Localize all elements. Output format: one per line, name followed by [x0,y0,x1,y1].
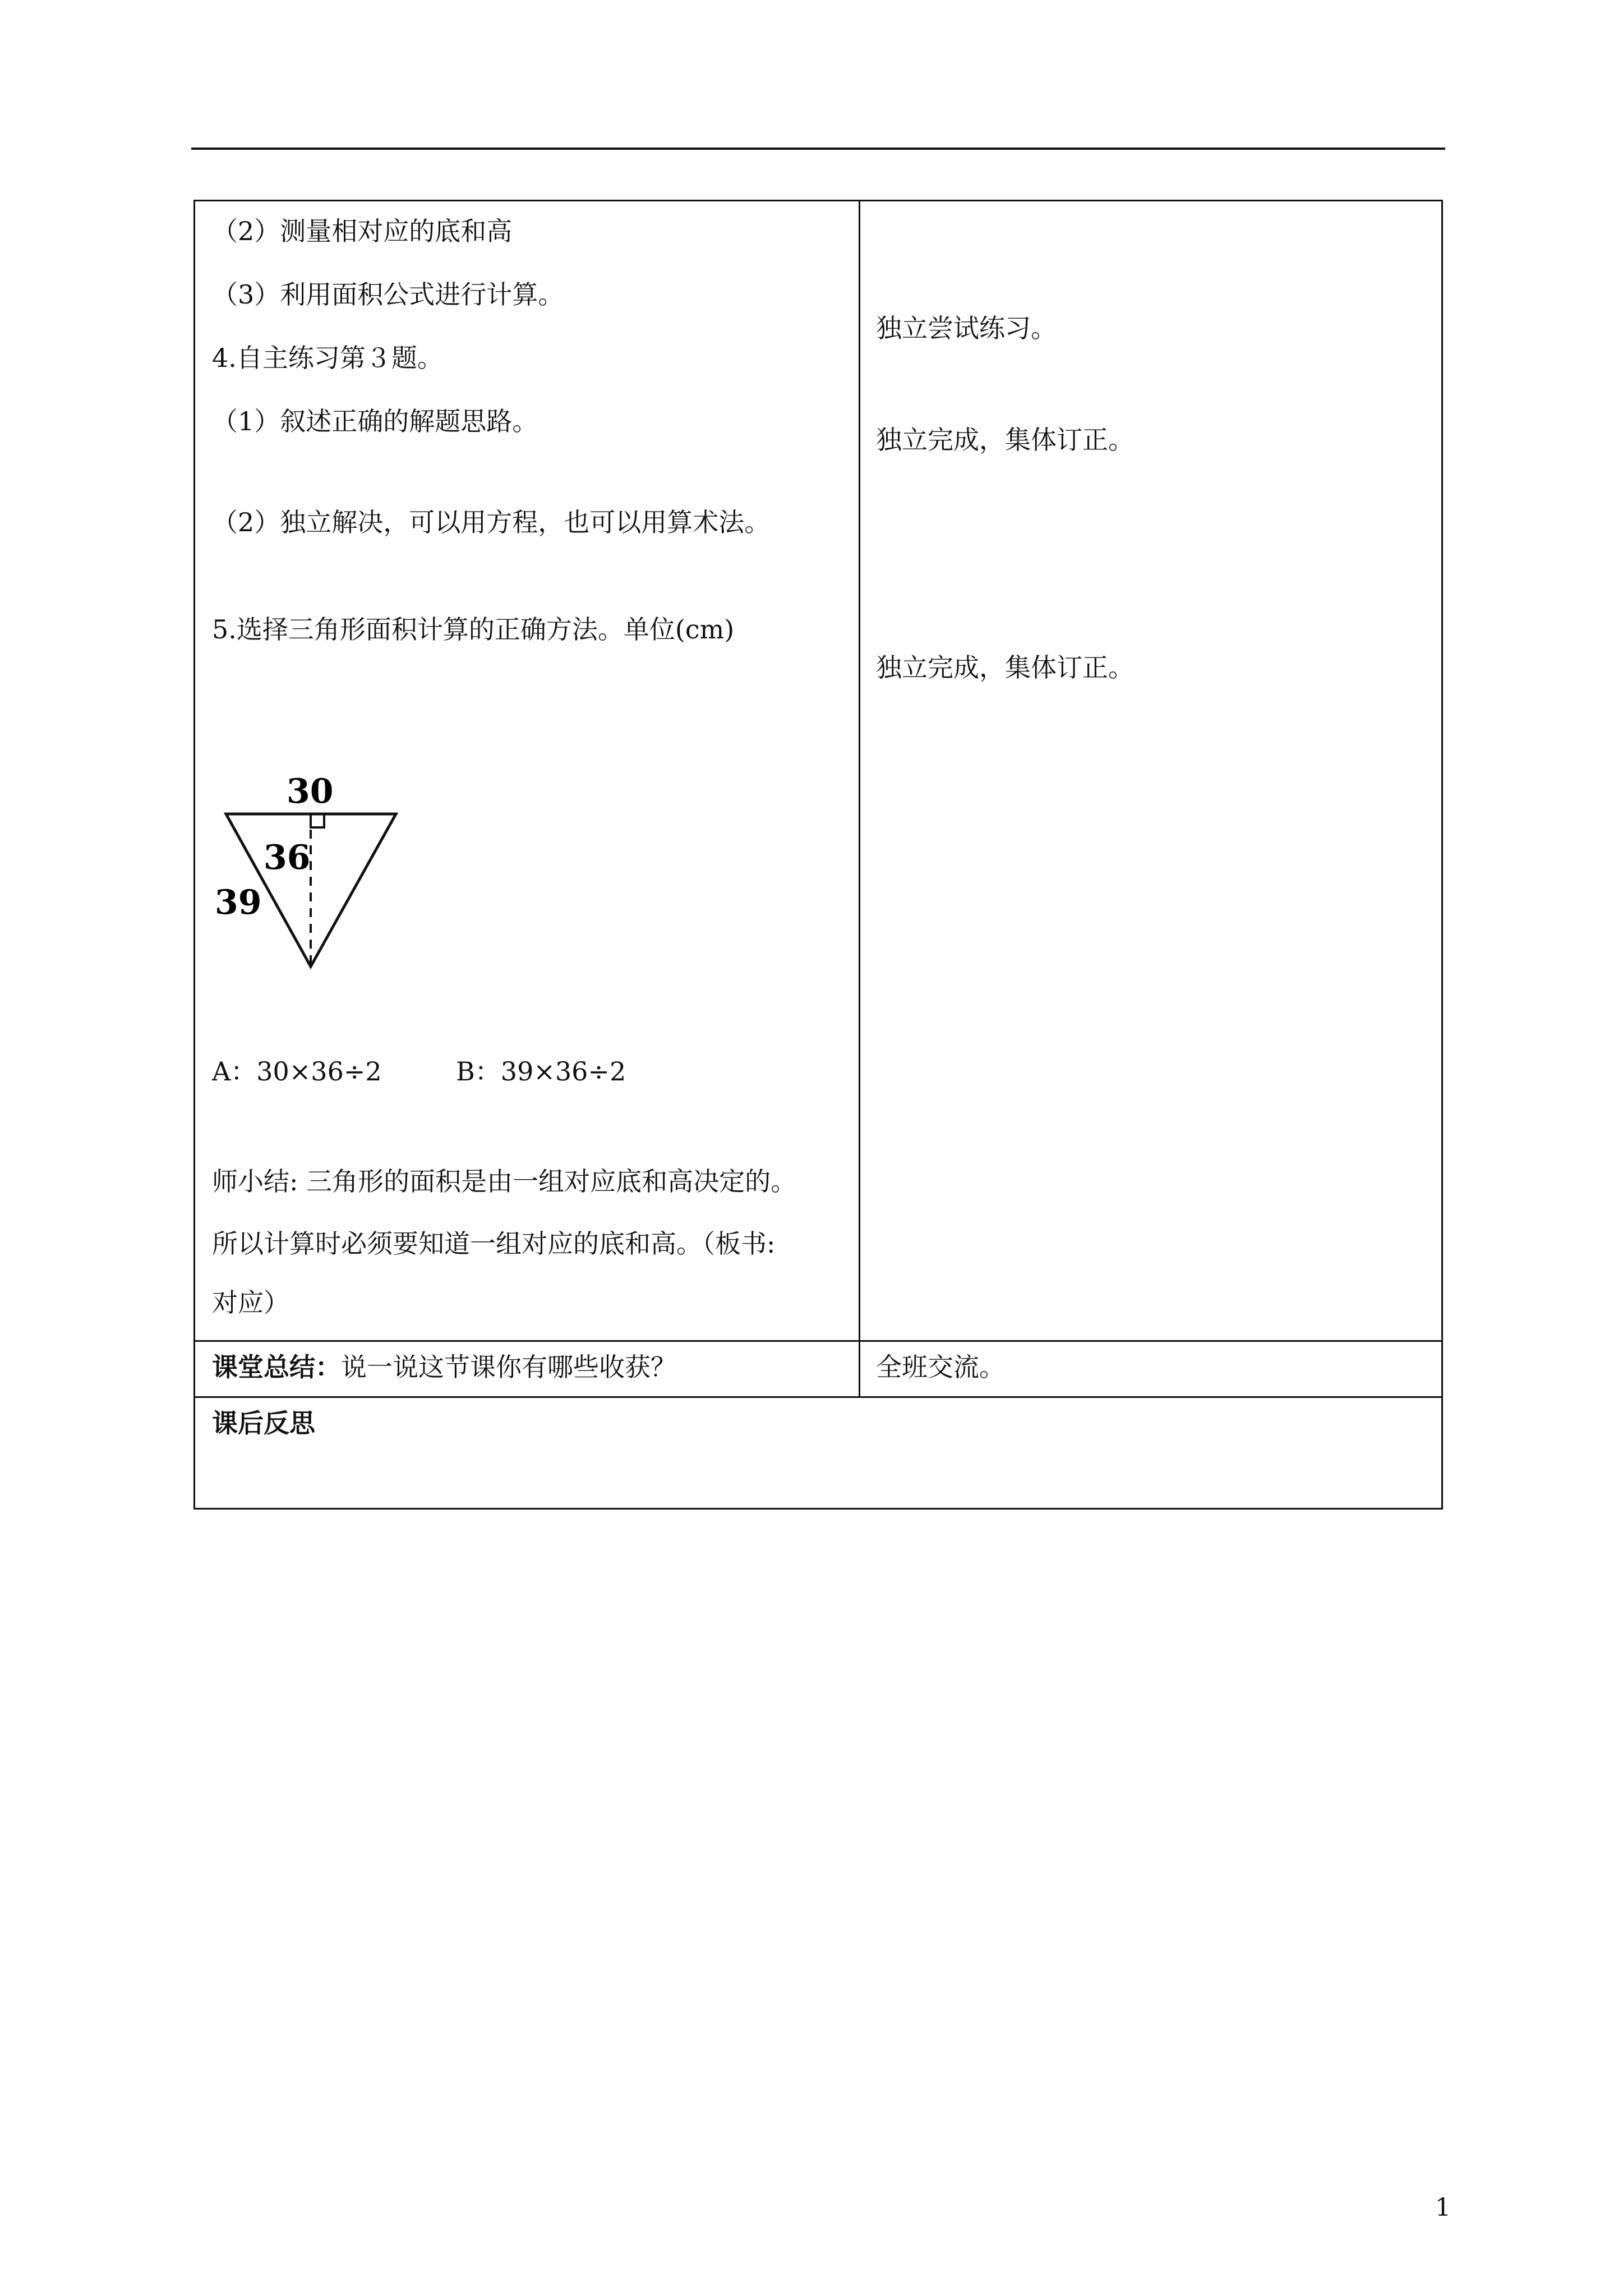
class-summary-activity-cell [860,1341,1442,1397]
teacher-summary-line-2: 所以计算时必须要知道一组对应的底和高。（板书: [212,1228,776,1259]
base-label: 30 [287,772,334,811]
exercise-3-text: 4.自主练习第３题。 [212,343,443,373]
option-a-text: A：30×36÷2 [212,1056,382,1087]
teacher-activity-cell [195,201,860,1341]
class-summary-row [195,1341,1442,1397]
right-angle-mark [311,814,324,827]
student-activity-cell [860,201,1442,1341]
side-label: 39 [215,883,262,922]
option-b-text: B：39×36÷2 [456,1056,626,1087]
lesson-plan-table [193,200,1443,1510]
exercise-5-text: 5.选择三角形面积计算的正确方法。单位(cm) [212,614,735,645]
reflection-cell [195,1397,1442,1509]
reflection-label: 课后反思 [212,1408,315,1438]
class-summary-question: 说一说这节课你有哪些收获？ [341,1352,676,1382]
teacher-summary-line-1: 师小结: 三角形的面积是由一组对应底和高决定的。 [212,1166,797,1197]
triangle-figure [212,734,414,981]
teacher-summary-line-3: 对应） [212,1287,289,1318]
class-summary-label: 课堂总结： [212,1352,341,1382]
exercise-3-step-1-text: （1）叙述正确的解题思路。 [212,406,538,436]
reflection-row [195,1397,1442,1509]
step-measure-text: （2）测量相对应的底和高 [212,216,513,246]
class-summary-activity: 全班交流。 [876,1352,1005,1382]
exercise-3-step-2-text: （2）独立解决，可以用方程，也可以用算术法。 [212,507,771,537]
header-rule [191,148,1445,150]
activity-row [195,201,1442,1341]
class-summary-cell [195,1341,860,1397]
step-formula-text: （3）利用面积公式进行计算。 [212,279,564,310]
student-practice-text: 独立尝试练习。 [876,313,1057,343]
page-number: 1 [1435,2193,1451,2222]
height-label: 36 [264,838,311,877]
student-correction-text-1: 独立完成，集体订正。 [876,425,1134,455]
student-correction-text-2: 独立完成，集体订正。 [876,652,1134,683]
